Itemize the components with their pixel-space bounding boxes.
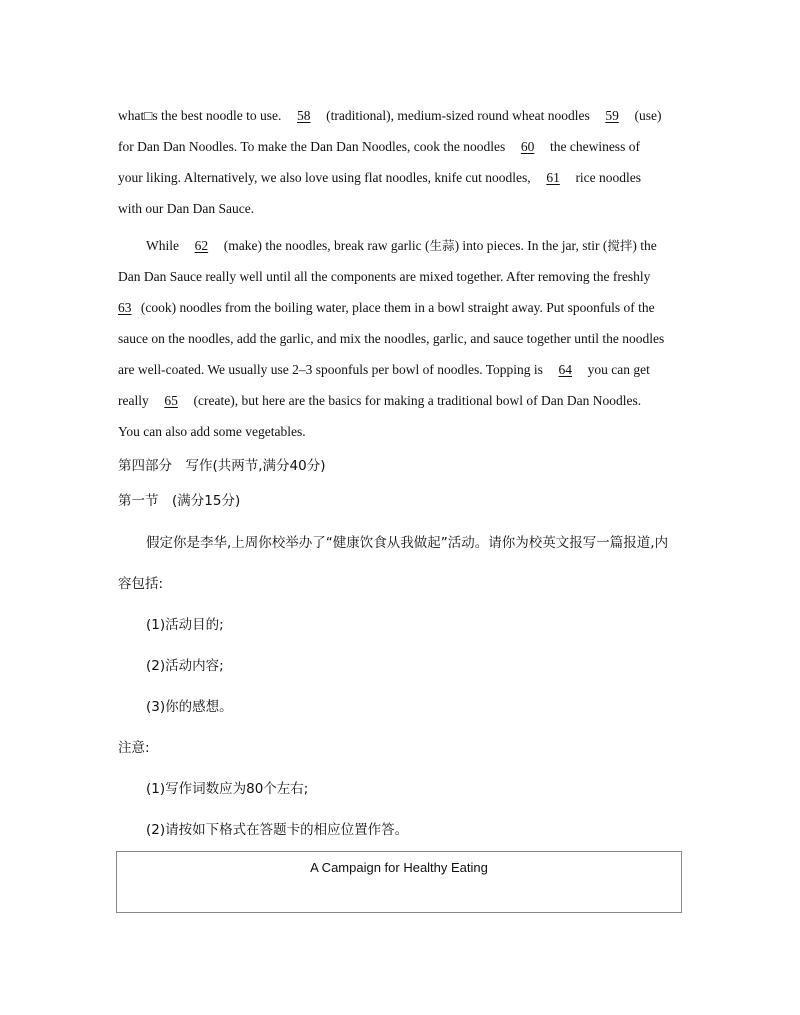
task-prompt-line-1: 假定你是李华,上周你校举办了“健康饮食从我做起”活动。请你为校英文报写一篇报道,内 — [146, 535, 669, 551]
note-label: 注意: — [118, 740, 150, 756]
section-heading: 第一节 (满分15分) — [118, 493, 241, 509]
task-item: (1)活动目的; — [146, 617, 224, 633]
text-run: (make) the noodles, break raw garlic ( — [220, 238, 430, 253]
passage-line — [118, 354, 688, 385]
passage-line — [118, 385, 688, 416]
text-run: ) the — [632, 238, 657, 253]
task-prompt-line-2: 容包括: — [118, 576, 164, 592]
text-run: the chewiness of — [546, 139, 640, 154]
blank-60: 60 — [520, 139, 535, 154]
passage-line — [118, 323, 688, 354]
text-run: rice noodles — [572, 170, 642, 185]
passage-line — [118, 230, 688, 261]
part-heading: 第四部分 写作(共两节,满分40分) — [118, 458, 326, 474]
passage-line — [118, 261, 688, 292]
blank-63: 63 — [118, 300, 132, 315]
passage-line — [118, 193, 688, 224]
blank-62: 62 — [194, 238, 209, 253]
answer-box — [116, 851, 682, 913]
text-run: (use) — [631, 108, 662, 123]
passage-paragraph-1 — [118, 100, 688, 224]
text-run: (traditional), medium-sized round wheat noodles — [322, 108, 594, 123]
passage-paragraph-2 — [118, 230, 688, 447]
note-item: (2)请按如下格式在答题卡的相应位置作答。 — [146, 822, 409, 838]
answer-box-title: A Campaign for Healthy Eating — [310, 860, 488, 875]
text-run: really — [118, 393, 153, 408]
passage-line — [118, 100, 688, 131]
text-run: for Dan Dan Noodles. To make the Dan Dan Noodles, cook the noodles — [118, 139, 509, 154]
text-run: sauce on the noodles, add the garlic, and mix the noodles, garlic, and sauce together until the noodles — [118, 331, 665, 346]
task-item: (2)活动内容; — [146, 658, 224, 674]
blank-65: 65 — [164, 393, 178, 408]
text-run: Dan Dan Sauce really well until all the components are mixed together. After removing the freshly — [118, 269, 651, 284]
passage-line — [118, 162, 688, 193]
passage-line — [118, 416, 688, 447]
blank-61: 61 — [546, 170, 560, 185]
blank-58: 58 — [297, 108, 311, 123]
text-run: with our Dan Dan Sauce. — [118, 201, 255, 216]
text-run: You can also add some vegetables. — [118, 424, 306, 439]
text-run: (cook) noodles from the boiling water, place them in a bowl straight away. Put spoonfuls of the — [137, 300, 655, 315]
text-run: (create), but here are the basics for making a traditional bowl of Dan Dan Noodles. — [190, 393, 642, 408]
text-run: While — [146, 238, 183, 253]
passage-line — [118, 131, 688, 162]
chinese-gloss: 生蒜 — [429, 238, 455, 253]
text-run: are well-coated. We usually use 2–3 spoonfuls per bowl of noodles. Topping is — [118, 362, 547, 377]
text-run: what□s the best noodle to use. — [118, 108, 285, 123]
task-item: (3)你的感想。 — [146, 699, 233, 715]
text-run: you can get — [584, 362, 650, 377]
text-run: ) into pieces. In the jar, stir ( — [454, 238, 608, 253]
note-item: (1)写作词数应为80个左右; — [146, 781, 309, 797]
blank-64: 64 — [558, 362, 573, 377]
chinese-gloss: 搅拌 — [607, 238, 633, 253]
passage-line — [118, 292, 688, 323]
text-run: your liking. Alternatively, we also love using flat noodles, knife cut noodles, — [118, 170, 535, 185]
blank-59: 59 — [605, 108, 619, 123]
